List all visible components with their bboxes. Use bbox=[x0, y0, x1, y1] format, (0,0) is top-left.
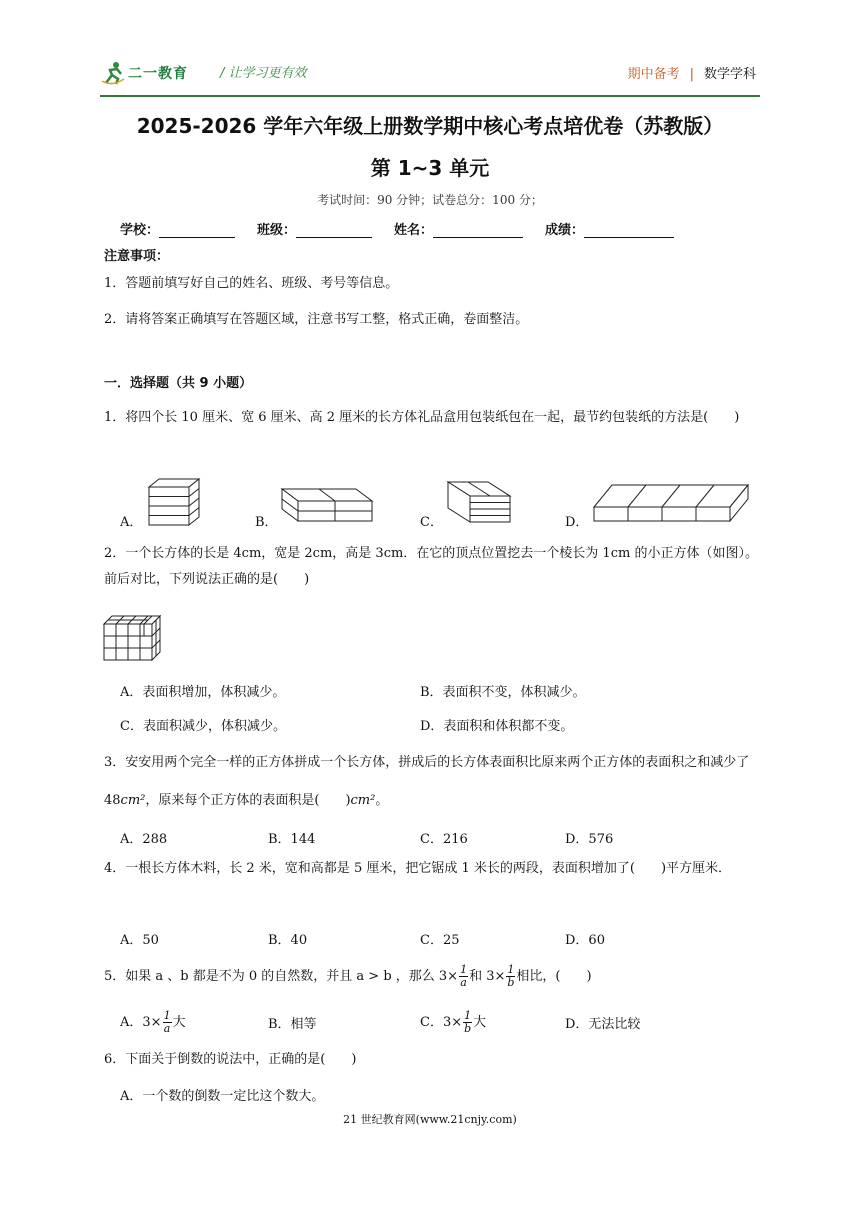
q4-option-b[interactable]: B．40 bbox=[268, 933, 308, 948]
q1-figure-b bbox=[280, 487, 374, 523]
question-1: 1．将四个长 10 厘米、宽 6 厘米、高 2 厘米的长方体礼品盒用包装纸包在一起，最节约包装纸的方法是( ) bbox=[104, 410, 740, 425]
q2-option-b[interactable]: B．表面积不变，体积减少。 bbox=[420, 685, 586, 700]
header-rule bbox=[100, 95, 760, 97]
q2-cuboid-figure bbox=[103, 615, 161, 661]
q1-figure-a bbox=[147, 477, 201, 527]
slogan: / 让学习更有效 bbox=[220, 66, 307, 81]
fraction-1-over-a: $\frac{1}{a}$ bbox=[163, 1009, 171, 1035]
score-blank[interactable] bbox=[584, 223, 674, 238]
q4-option-c[interactable]: C．25 bbox=[420, 933, 460, 948]
q5-option-a[interactable]: A．3× $\frac{1}{a}$ 大 bbox=[120, 1009, 186, 1035]
notice-item: 1．答题前填写好自己的姓名、班级、考号等信息。 bbox=[104, 276, 399, 291]
q6-option-a[interactable]: A．一个数的倒数一定比这个数大。 bbox=[120, 1089, 325, 1104]
q4-option-a[interactable]: A．50 bbox=[120, 933, 159, 948]
q3-option-a[interactable]: A．288 bbox=[120, 832, 168, 847]
student-fields bbox=[120, 219, 696, 238]
q2-option-d[interactable]: D．表面积和体积都不变。 bbox=[420, 719, 574, 734]
q3-option-d[interactable]: D．576 bbox=[565, 832, 614, 847]
question-4: 4．一根长方体木料，长 2 米，宽和高都是 5 厘米，把它锯成 1 米长的两段，表面积增加了( )平方厘米． bbox=[104, 861, 732, 876]
question-2: 2．一个长方体的长是 4cm，宽是 2cm，高是 3cm．在它的顶点位置挖去一个棱长为 1cm 的小正方体（如图）。前后对比，下列说法正确的是( ) bbox=[104, 546, 758, 587]
question-3: 3．安安用两个完全一样的正方体拼成一个长方体，拼成后的长方体表面积比原来两个正方体的表面积之和减少了 48cm²，原来每个正方体的表面积是( )cm²。 bbox=[104, 755, 750, 808]
page-title: 2025-2026 学年六年级上册数学期中核心考点培优卷（苏教版） bbox=[136, 114, 724, 138]
header-separator: | bbox=[689, 67, 694, 82]
question-6: 6．下面关于倒数的说法中，正确的是( ) bbox=[104, 1052, 357, 1067]
notice-heading: 注意事项： bbox=[104, 249, 170, 264]
exam-tag: 期中备考 bbox=[627, 67, 680, 82]
school-blank[interactable] bbox=[159, 223, 235, 238]
q1-figure-d bbox=[592, 483, 750, 523]
subject-label: 数学学科 bbox=[703, 67, 756, 82]
unit-cm2: cm² bbox=[350, 793, 376, 808]
name-blank[interactable] bbox=[433, 223, 523, 238]
question-5: 5．如果 a 、b 都是不为 0 的自然数，并且 a > b ，那么 3× $\frac{1}{a}$ 和 3× $\frac{1}{b}$ 相比，( ) bbox=[104, 963, 592, 989]
q4-option-d[interactable]: D．60 bbox=[565, 933, 605, 948]
header-right bbox=[628, 63, 756, 82]
q1-option-b[interactable]: B． bbox=[255, 515, 278, 530]
page-footer: 21 世纪教育网(www.21cnjy.com) bbox=[343, 1113, 517, 1126]
unit-cm2: cm² bbox=[120, 793, 146, 808]
page-subtitle: 第 1~3 单元 bbox=[370, 156, 490, 180]
q3-option-c[interactable]: C．216 bbox=[420, 832, 468, 847]
notice-item: 2．请将答案正确填写在答题区域，注意书写工整，格式正确，卷面整洁。 bbox=[104, 312, 529, 327]
runner-icon bbox=[102, 61, 124, 85]
class-field[interactable]: 班级： bbox=[257, 219, 372, 238]
logo bbox=[102, 56, 212, 90]
school-field[interactable]: 学校： bbox=[120, 219, 235, 238]
q1-option-d[interactable]: D． bbox=[565, 515, 589, 530]
fraction-1-over-a: $\frac{1}{a}$ bbox=[460, 963, 468, 989]
q5-option-c[interactable]: C．3× $\frac{1}{b}$ 大 bbox=[420, 1009, 487, 1035]
q2-option-a[interactable]: A．表面积增加，体积减少。 bbox=[120, 685, 286, 700]
fraction-1-over-b: $\frac{1}{b}$ bbox=[464, 1009, 472, 1035]
fraction-1-over-b: $\frac{1}{b}$ bbox=[507, 963, 515, 989]
q1-figure-c bbox=[446, 480, 512, 524]
section-heading: 一．选择题（共 9 小题） bbox=[104, 376, 253, 391]
q1-option-c[interactable]: C． bbox=[420, 515, 443, 530]
q2-option-c[interactable]: C．表面积减少，体积减少。 bbox=[120, 719, 286, 734]
q5-option-b[interactable]: B．相等 bbox=[268, 1017, 317, 1032]
class-blank[interactable] bbox=[296, 223, 372, 238]
q3-option-b[interactable]: B．144 bbox=[268, 832, 316, 847]
q1-option-a[interactable]: A． bbox=[120, 515, 143, 530]
exam-info: 考试时间：90 分钟；试卷总分：100 分； bbox=[317, 193, 543, 207]
q5-option-d[interactable]: D．无法比较 bbox=[565, 1017, 641, 1032]
name-field[interactable]: 姓名： bbox=[394, 219, 523, 238]
logo-text: 二一教育 bbox=[128, 66, 188, 82]
score-field[interactable]: 成绩： bbox=[545, 219, 674, 238]
